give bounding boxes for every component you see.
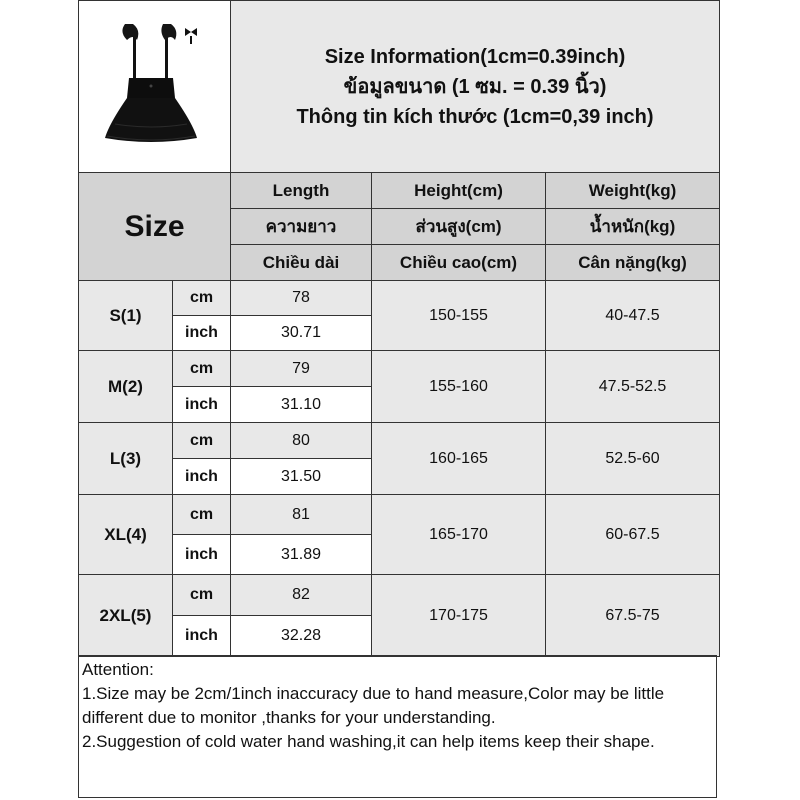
- weight-xl: 60-67.5: [546, 495, 720, 575]
- length-inch-m: 31.10: [231, 387, 372, 423]
- length-cm-2xl: 82: [231, 575, 372, 616]
- weight-header-vi: Cân nặng(kg): [546, 245, 720, 281]
- unit-cm: cm: [173, 495, 231, 535]
- length-cm-l: 80: [231, 423, 372, 459]
- weight-2xl: 67.5-75: [546, 575, 720, 657]
- unit-inch: inch: [173, 535, 231, 575]
- size-label-s: S(1): [79, 281, 173, 351]
- height-2xl: 170-175: [372, 575, 546, 657]
- notes-line-1: 1.Size may be 2cm/1inch inaccuracy due to hand measure,Color may be little different due to monitor ,thanks for your understanding.: [82, 684, 665, 727]
- height-m: 155-160: [372, 351, 546, 423]
- unit-inch: inch: [173, 387, 231, 423]
- weight-m: 47.5-52.5: [546, 351, 720, 423]
- size-table: [78, 0, 720, 657]
- info-line-en: Size Information(1cm=0.39inch): [324, 45, 626, 68]
- weight-l: 52.5-60: [546, 423, 720, 495]
- unit-cm: cm: [173, 281, 231, 316]
- unit-inch: inch: [173, 616, 231, 657]
- weight-s: 40-47.5: [546, 281, 720, 351]
- height-header-th: ส่วนสูง(cm): [372, 209, 546, 245]
- length-inch-xl: 31.89: [231, 535, 372, 575]
- height-xl: 165-170: [372, 495, 546, 575]
- unit-cm: cm: [173, 351, 231, 387]
- length-header-vi: Chiều dài: [231, 245, 372, 281]
- unit-inch: inch: [173, 316, 231, 351]
- height-l: 160-165: [372, 423, 546, 495]
- unit-cm: cm: [173, 423, 231, 459]
- size-information-cell: [231, 1, 720, 173]
- info-line-th: ข้อมูลขนาด (1 ซม. = 0.39 นิ้ว): [343, 75, 607, 98]
- length-header-th: ความยาว: [231, 209, 372, 245]
- info-line-vi: Thông tin kích thước (1cm=0,39 inch): [296, 105, 654, 128]
- size-chart-sheet: [78, 0, 719, 800]
- height-header-en: Height(cm): [372, 173, 546, 209]
- size-header: Size: [79, 173, 231, 281]
- unit-inch: inch: [173, 459, 231, 495]
- length-inch-l: 31.50: [231, 459, 372, 495]
- notes-title: Attention:: [82, 660, 154, 679]
- notes-line-2: 2.Suggestion of cold water hand washing,it can help items keep their shape.: [82, 732, 655, 751]
- size-label-2xl: 2XL(5): [79, 575, 173, 657]
- length-cm-s: 78: [231, 281, 372, 316]
- height-header-vi: Chiều cao(cm): [372, 245, 546, 281]
- unit-cm: cm: [173, 575, 231, 616]
- attention-notes: [78, 655, 717, 798]
- height-s: 150-155: [372, 281, 546, 351]
- length-inch-2xl: 32.28: [231, 616, 372, 657]
- length-cm-xl: 81: [231, 495, 372, 535]
- weight-header-en: Weight(kg): [546, 173, 720, 209]
- dress-product-image: [85, 12, 225, 162]
- length-inch-s: 30.71: [231, 316, 372, 351]
- size-label-xl: XL(4): [79, 495, 173, 575]
- length-cm-m: 79: [231, 351, 372, 387]
- size-label-m: M(2): [79, 351, 173, 423]
- weight-header-th: น้ำหนัก(kg): [546, 209, 720, 245]
- size-label-l: L(3): [79, 423, 173, 495]
- product-image-cell: [79, 1, 231, 173]
- length-header-en: Length: [231, 173, 372, 209]
